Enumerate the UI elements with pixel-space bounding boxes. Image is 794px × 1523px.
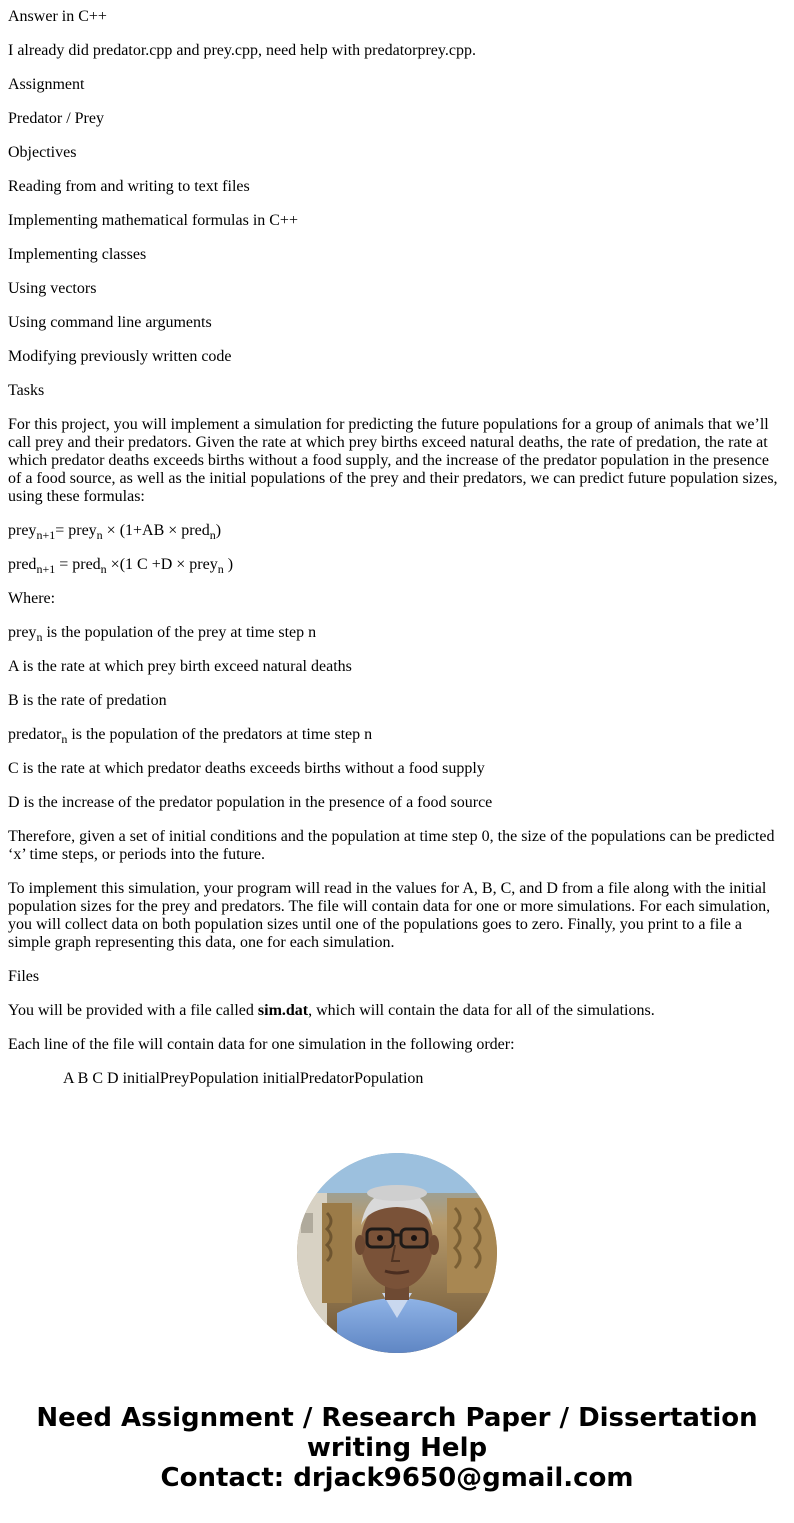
definition-a: A is the rate at which prey birth exceed natural deaths: [8, 658, 352, 675]
file-name: sim.dat: [257, 1002, 309, 1019]
formula-text: prey: [8, 522, 37, 539]
contact-banner: [0, 1403, 794, 1493]
heading-title: Predator / Prey: [8, 110, 104, 127]
implement-paragraph: To implement this simulation, your program will read in the values for A, B, C, and D from a file along with the initial population sizes for the prey and predators. The file will contain data for one or more simulations. For each simulation, you will collect data on both population sizes until one of the populations goes to zero. Finally, you print to a file a simple graph representing this data, one for each simulation.: [8, 880, 771, 951]
avatar: [297, 1153, 497, 1353]
formula-subscript: n: [100, 562, 107, 577]
formula-text: ): [215, 522, 222, 539]
banner-contact-line: Contact: drjack9650@gmail.com: [160, 1463, 634, 1493]
predator-formula: [8, 556, 786, 577]
formula-text: = pred: [55, 556, 101, 573]
files-text: You will be provided with a file called: [8, 1002, 258, 1019]
definition-predator: [8, 726, 786, 747]
definition-text: predator: [8, 726, 62, 743]
objective-item: Implementing mathematical formulas in C++: [8, 212, 298, 229]
definition-text: prey: [8, 624, 37, 641]
each-line-sentence: Each line of the file will contain data for one simulation in the following order:: [8, 1036, 515, 1053]
formula-subscript: n: [217, 562, 224, 577]
objective-item: Using command line arguments: [8, 314, 212, 331]
definition-text: is the population of the prey at time step n: [42, 624, 317, 641]
heading-assignment: Assignment: [8, 76, 85, 93]
formula-text: pred: [8, 556, 37, 573]
heading-tasks: Tasks: [8, 382, 45, 399]
formula-subscript: n: [209, 528, 216, 543]
intro-line: I already did predator.cpp and prey.cpp, need help with predatorprey.cpp.: [8, 42, 476, 59]
tasks-paragraph: For this project, you will implement a simulation for predicting the future populations for a group of animals that we’ll call prey and their predators. Given the rate at which prey births exceed natural deaths, the rate of predation, the rate at which predator deaths exceeds births without a food supply, and the increase of the predator population in the presence of a food source, as well as the initial populations of the prey and their predators, we can predict future population sizes, using these formulas:: [8, 416, 778, 505]
definition-b: B is the rate of predation: [8, 692, 167, 709]
banner-line: writing Help: [306, 1433, 488, 1463]
objective-item: Using vectors: [8, 280, 97, 297]
definition-subscript: n: [36, 630, 43, 645]
banner-line: Need Assignment / Research Paper / Dissertation: [36, 1403, 758, 1433]
where-label: Where:: [8, 590, 56, 607]
formula-subscript: n+1: [36, 528, 56, 543]
definition-text: is the population of the predators at time step n: [67, 726, 373, 743]
formula-subscript: n+1: [36, 562, 56, 577]
therefore-paragraph: Therefore, given a set of initial conditions and the population at time step 0, the size of the populations can be predicted ‘x’ time steps, or periods into the future.: [8, 828, 775, 863]
definition-prey: [8, 624, 786, 645]
formula-text: ×(1 C +D × prey: [106, 556, 218, 573]
objective-item: Reading from and writing to text files: [8, 178, 250, 195]
definition-subscript: n: [61, 732, 68, 747]
files-sentence: [8, 1002, 786, 1020]
prey-formula: [8, 522, 786, 543]
heading-objectives: Objectives: [8, 144, 77, 161]
formula-subscript: n: [96, 528, 103, 543]
definition-c: C is the rate at which predator deaths exceeds births without a food supply: [8, 760, 485, 777]
objective-item: Implementing classes: [8, 246, 147, 263]
heading-files: Files: [8, 968, 40, 985]
formula-text: × (1+AB × pred: [102, 522, 210, 539]
file-format-line: A B C D initialPreyPopulation initialPredatorPopulation: [63, 1070, 424, 1087]
objective-item: Modifying previously written code: [8, 348, 232, 365]
formula-text: ): [223, 556, 234, 573]
files-text: , which will contain the data for all of the simulations.: [308, 1002, 655, 1019]
definition-d: D is the increase of the predator population in the presence of a food source: [8, 794, 493, 811]
formula-text: = prey: [55, 522, 97, 539]
answer-language-line: Answer in C++: [8, 8, 107, 25]
portrait-image: [297, 1153, 497, 1353]
